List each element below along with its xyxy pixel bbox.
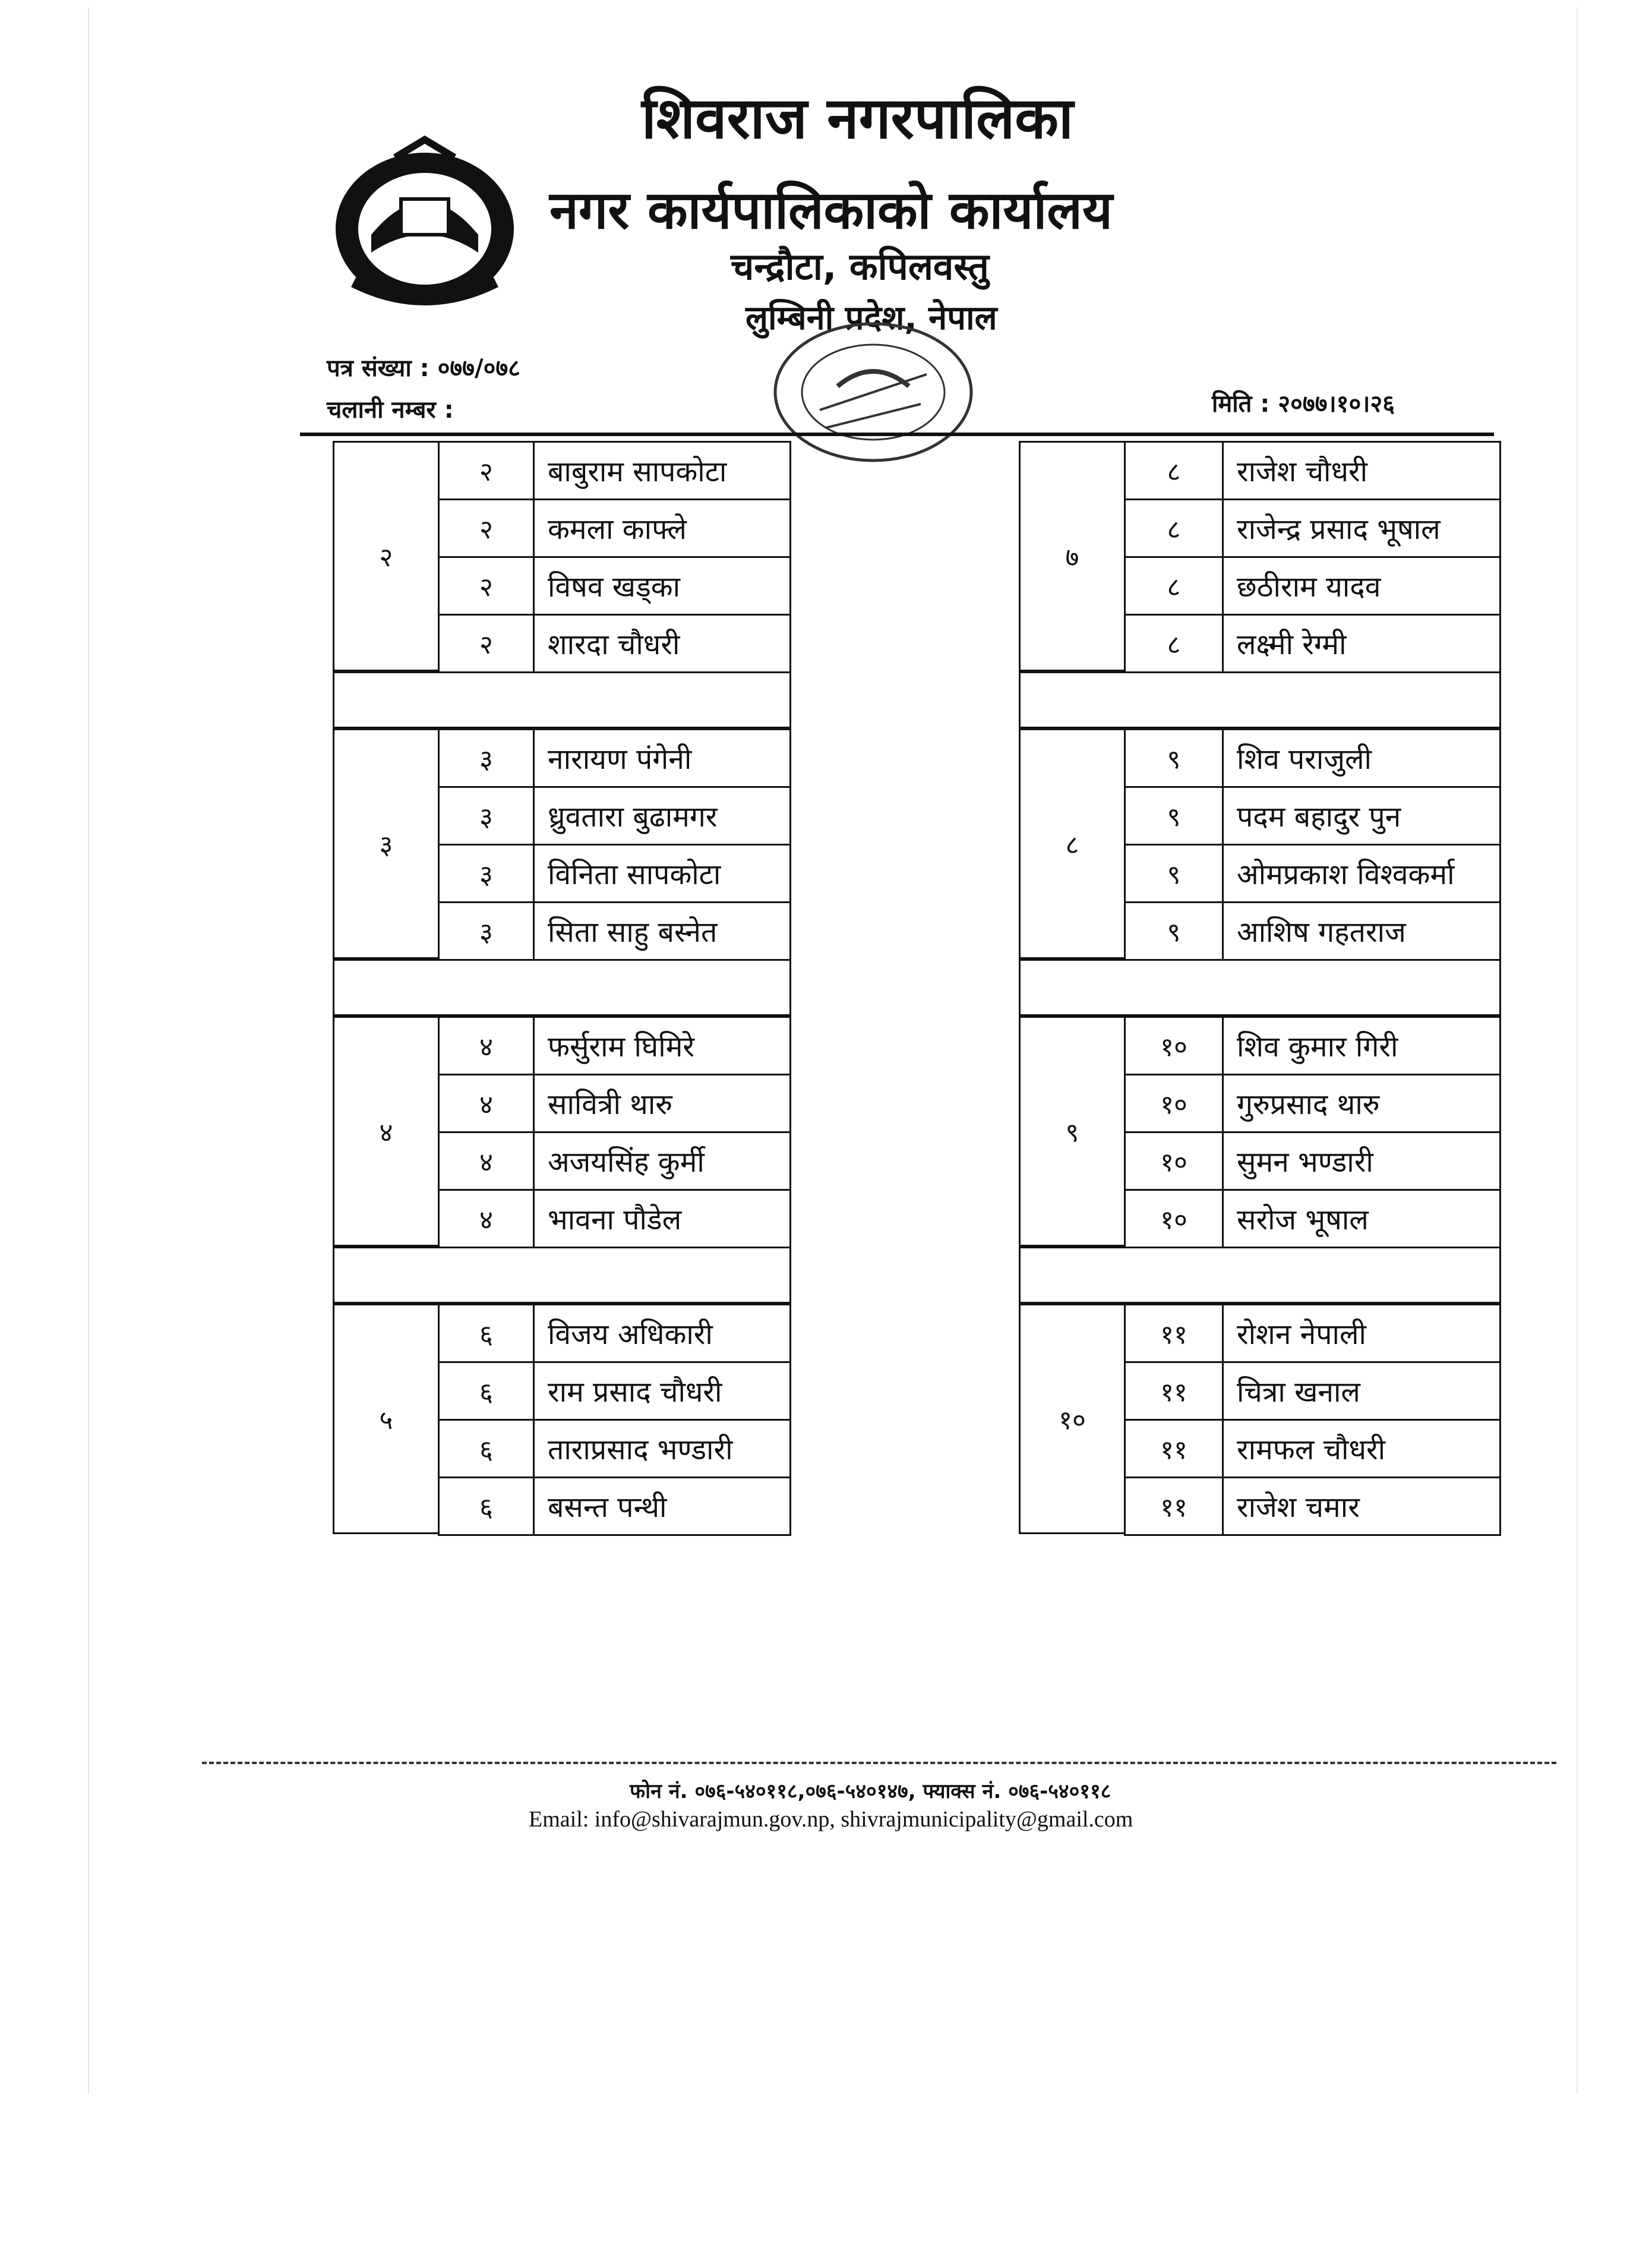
member-name-cell: विनिता सापकोटा	[548, 857, 721, 891]
row-number-cell: ६	[440, 1478, 535, 1534]
row-number-cell: ११	[1126, 1421, 1224, 1477]
ward-number-cell: ३	[333, 728, 440, 959]
row-number-cell: ११	[1126, 1363, 1224, 1419]
member-name-cell: फर्सुराम घिमिरे	[548, 1030, 695, 1064]
letter-number: पत्र संख्या : ०७७/०७८	[327, 355, 520, 382]
member-name-cell: सुमन भण्डारी	[1237, 1145, 1373, 1179]
table-row	[1124, 1131, 1501, 1191]
row-number-cell: ३	[440, 903, 535, 959]
group-separator-row	[333, 671, 791, 728]
table-row	[438, 1074, 791, 1133]
table-row	[438, 1131, 791, 1191]
member-name-cell: चित्रा खनाल	[1237, 1375, 1360, 1409]
row-number-cell: ८	[1126, 616, 1224, 671]
member-name-cell: राजेश चमार	[1237, 1490, 1360, 1524]
row-number-cell: ९	[1126, 903, 1224, 959]
table-row	[438, 614, 791, 673]
table-row	[438, 1016, 791, 1075]
member-name-cell: अजयसिंह कुर्मी	[548, 1145, 705, 1179]
header-divider	[300, 433, 1494, 436]
row-number-cell: २	[440, 558, 535, 614]
member-name-cell: शिव कुमार गिरी	[1237, 1030, 1398, 1064]
ward-number-cell: ७	[1019, 441, 1126, 671]
member-name-cell: राजेश चौधरी	[1237, 455, 1368, 488]
ward-number-cell: २	[333, 441, 440, 671]
dispatch-number: चलानी नम्बर :	[327, 396, 454, 424]
table-row	[1124, 1304, 1501, 1363]
footer-divider	[202, 1762, 1556, 1764]
table-row	[1124, 1361, 1501, 1421]
footer-phone: फोन नं. ०७६-५४०११८,०७६-५४०१४७, फ्याक्स नं. ०७६-५४०११८	[630, 1780, 1111, 1803]
table-row	[1124, 844, 1501, 903]
nepal-emblem-logo	[330, 134, 520, 312]
table-row	[1124, 441, 1501, 500]
member-name-cell: बसन्त पन्थी	[548, 1490, 667, 1524]
row-number-cell: ८	[1126, 443, 1224, 499]
member-name-cell: भावना पौडेल	[548, 1203, 682, 1236]
member-name-cell: सरोज भूषाल	[1237, 1203, 1369, 1236]
table-row	[1124, 1074, 1501, 1133]
ward-number-cell: ४	[333, 1016, 440, 1247]
table-row	[1124, 786, 1501, 846]
member-name-cell: शिव पराजुली	[1237, 742, 1372, 776]
row-number-cell: ९	[1126, 730, 1224, 786]
table-row	[438, 1477, 791, 1536]
group-separator-row	[1019, 1247, 1501, 1304]
row-number-cell: ६	[440, 1363, 535, 1419]
row-number-cell: ९	[1126, 788, 1224, 844]
member-name-cell: नारायण पंगेनी	[548, 742, 692, 776]
group-separator-row	[1019, 671, 1501, 728]
table-row	[1124, 556, 1501, 616]
address-line-1: चन्द्रौटा, कपिलवस्तु	[731, 245, 989, 288]
row-number-cell: ३	[440, 846, 535, 901]
row-number-cell: ३	[440, 730, 535, 786]
table-row	[438, 441, 791, 500]
member-name-cell: बाबुराम सापकोटा	[548, 455, 727, 488]
group-separator-row	[333, 1247, 791, 1304]
group-separator-row	[1019, 959, 1501, 1016]
table-row	[438, 1189, 791, 1248]
row-number-cell: २	[440, 616, 535, 671]
table-row	[1124, 1189, 1501, 1248]
office-title: शिवराज नगरपालिका	[642, 85, 1073, 152]
row-number-cell: १०	[1126, 1018, 1224, 1074]
table-row	[438, 1304, 791, 1363]
table-row	[438, 556, 791, 616]
member-name-cell: विजय अधिकारी	[548, 1317, 713, 1351]
member-name-cell: गुरुप्रसाद थारु	[1237, 1087, 1380, 1121]
group-separator-row	[333, 959, 791, 1016]
office-subtitle: नगर कार्यपालिकाको कार्यालय	[549, 179, 1113, 241]
row-number-cell: ११	[1126, 1478, 1224, 1534]
member-name-cell: रोशन नेपाली	[1237, 1317, 1366, 1351]
row-number-cell: २	[440, 443, 535, 499]
ward-number-cell: ५	[333, 1304, 440, 1534]
footer-email: Email: info@shivarajmun.gov.np, shivrajmunicipality@gmail.com	[529, 1807, 1133, 1832]
row-number-cell: ४	[440, 1075, 535, 1131]
member-name-cell: लक्ष्मी रेग्मी	[1237, 627, 1347, 661]
row-number-cell: १०	[1126, 1133, 1224, 1189]
row-number-cell: १०	[1126, 1075, 1224, 1131]
row-number-cell: ४	[440, 1133, 535, 1189]
member-name-cell: राम प्रसाद चौधरी	[548, 1375, 722, 1409]
member-name-cell: रामफल चौधरी	[1237, 1433, 1386, 1466]
table-row	[1124, 499, 1501, 558]
ward-number-cell: ८	[1019, 728, 1126, 959]
table-row	[438, 844, 791, 903]
row-number-cell: २	[440, 500, 535, 556]
member-name-cell: राजेन्द्र प्रसाद भूषाल	[1237, 512, 1441, 546]
row-number-cell: ८	[1126, 500, 1224, 556]
member-name-cell: आशिष गहतराज	[1237, 915, 1406, 949]
row-number-cell: ४	[440, 1191, 535, 1247]
office-stamp	[766, 315, 980, 469]
table-row	[1124, 728, 1501, 788]
row-number-cell: ८	[1126, 558, 1224, 614]
member-name-cell: कमला काफ्ले	[548, 512, 687, 546]
row-number-cell: ३	[440, 788, 535, 844]
table-row	[1124, 614, 1501, 673]
member-name-cell: विषव खड्का	[548, 570, 681, 604]
table-row	[1124, 1477, 1501, 1536]
table-row	[438, 1419, 791, 1478]
row-number-cell: ६	[440, 1305, 535, 1361]
ward-number-cell: ९	[1019, 1016, 1126, 1247]
member-name-cell: सावित्री थारु	[548, 1087, 672, 1121]
table-row	[438, 1361, 791, 1421]
row-number-cell: ११	[1126, 1305, 1224, 1361]
address-line-2: लुम्बिनी प्रदेश, नेपाल	[746, 299, 997, 337]
table-row	[438, 901, 791, 961]
table-row	[438, 499, 791, 558]
row-number-cell: ४	[440, 1018, 535, 1074]
ward-number-cell: १०	[1019, 1304, 1126, 1534]
table-row	[1124, 1419, 1501, 1478]
row-number-cell: ६	[440, 1421, 535, 1477]
letter-date: मिति : २०७७।१०।२६	[1212, 390, 1395, 418]
member-name-cell: शारदा चौधरी	[548, 627, 680, 661]
member-name-cell: ध्रुवतारा बुढामगर	[548, 800, 718, 834]
member-name-cell: सिता साहु बस्नेत	[548, 915, 718, 949]
table-row	[1124, 1016, 1501, 1075]
member-name-cell: ताराप्रसाद भण्डारी	[548, 1433, 733, 1466]
member-name-cell: पदम बहादुर पुन	[1237, 800, 1401, 834]
row-number-cell: १०	[1126, 1191, 1224, 1247]
row-number-cell: ९	[1126, 846, 1224, 901]
table-row	[1124, 901, 1501, 961]
table-row	[438, 786, 791, 846]
table-row	[438, 728, 791, 788]
member-name-cell: छठीराम यादव	[1237, 570, 1381, 604]
member-name-cell: ओमप्रकाश विश्वकर्मा	[1237, 857, 1455, 891]
